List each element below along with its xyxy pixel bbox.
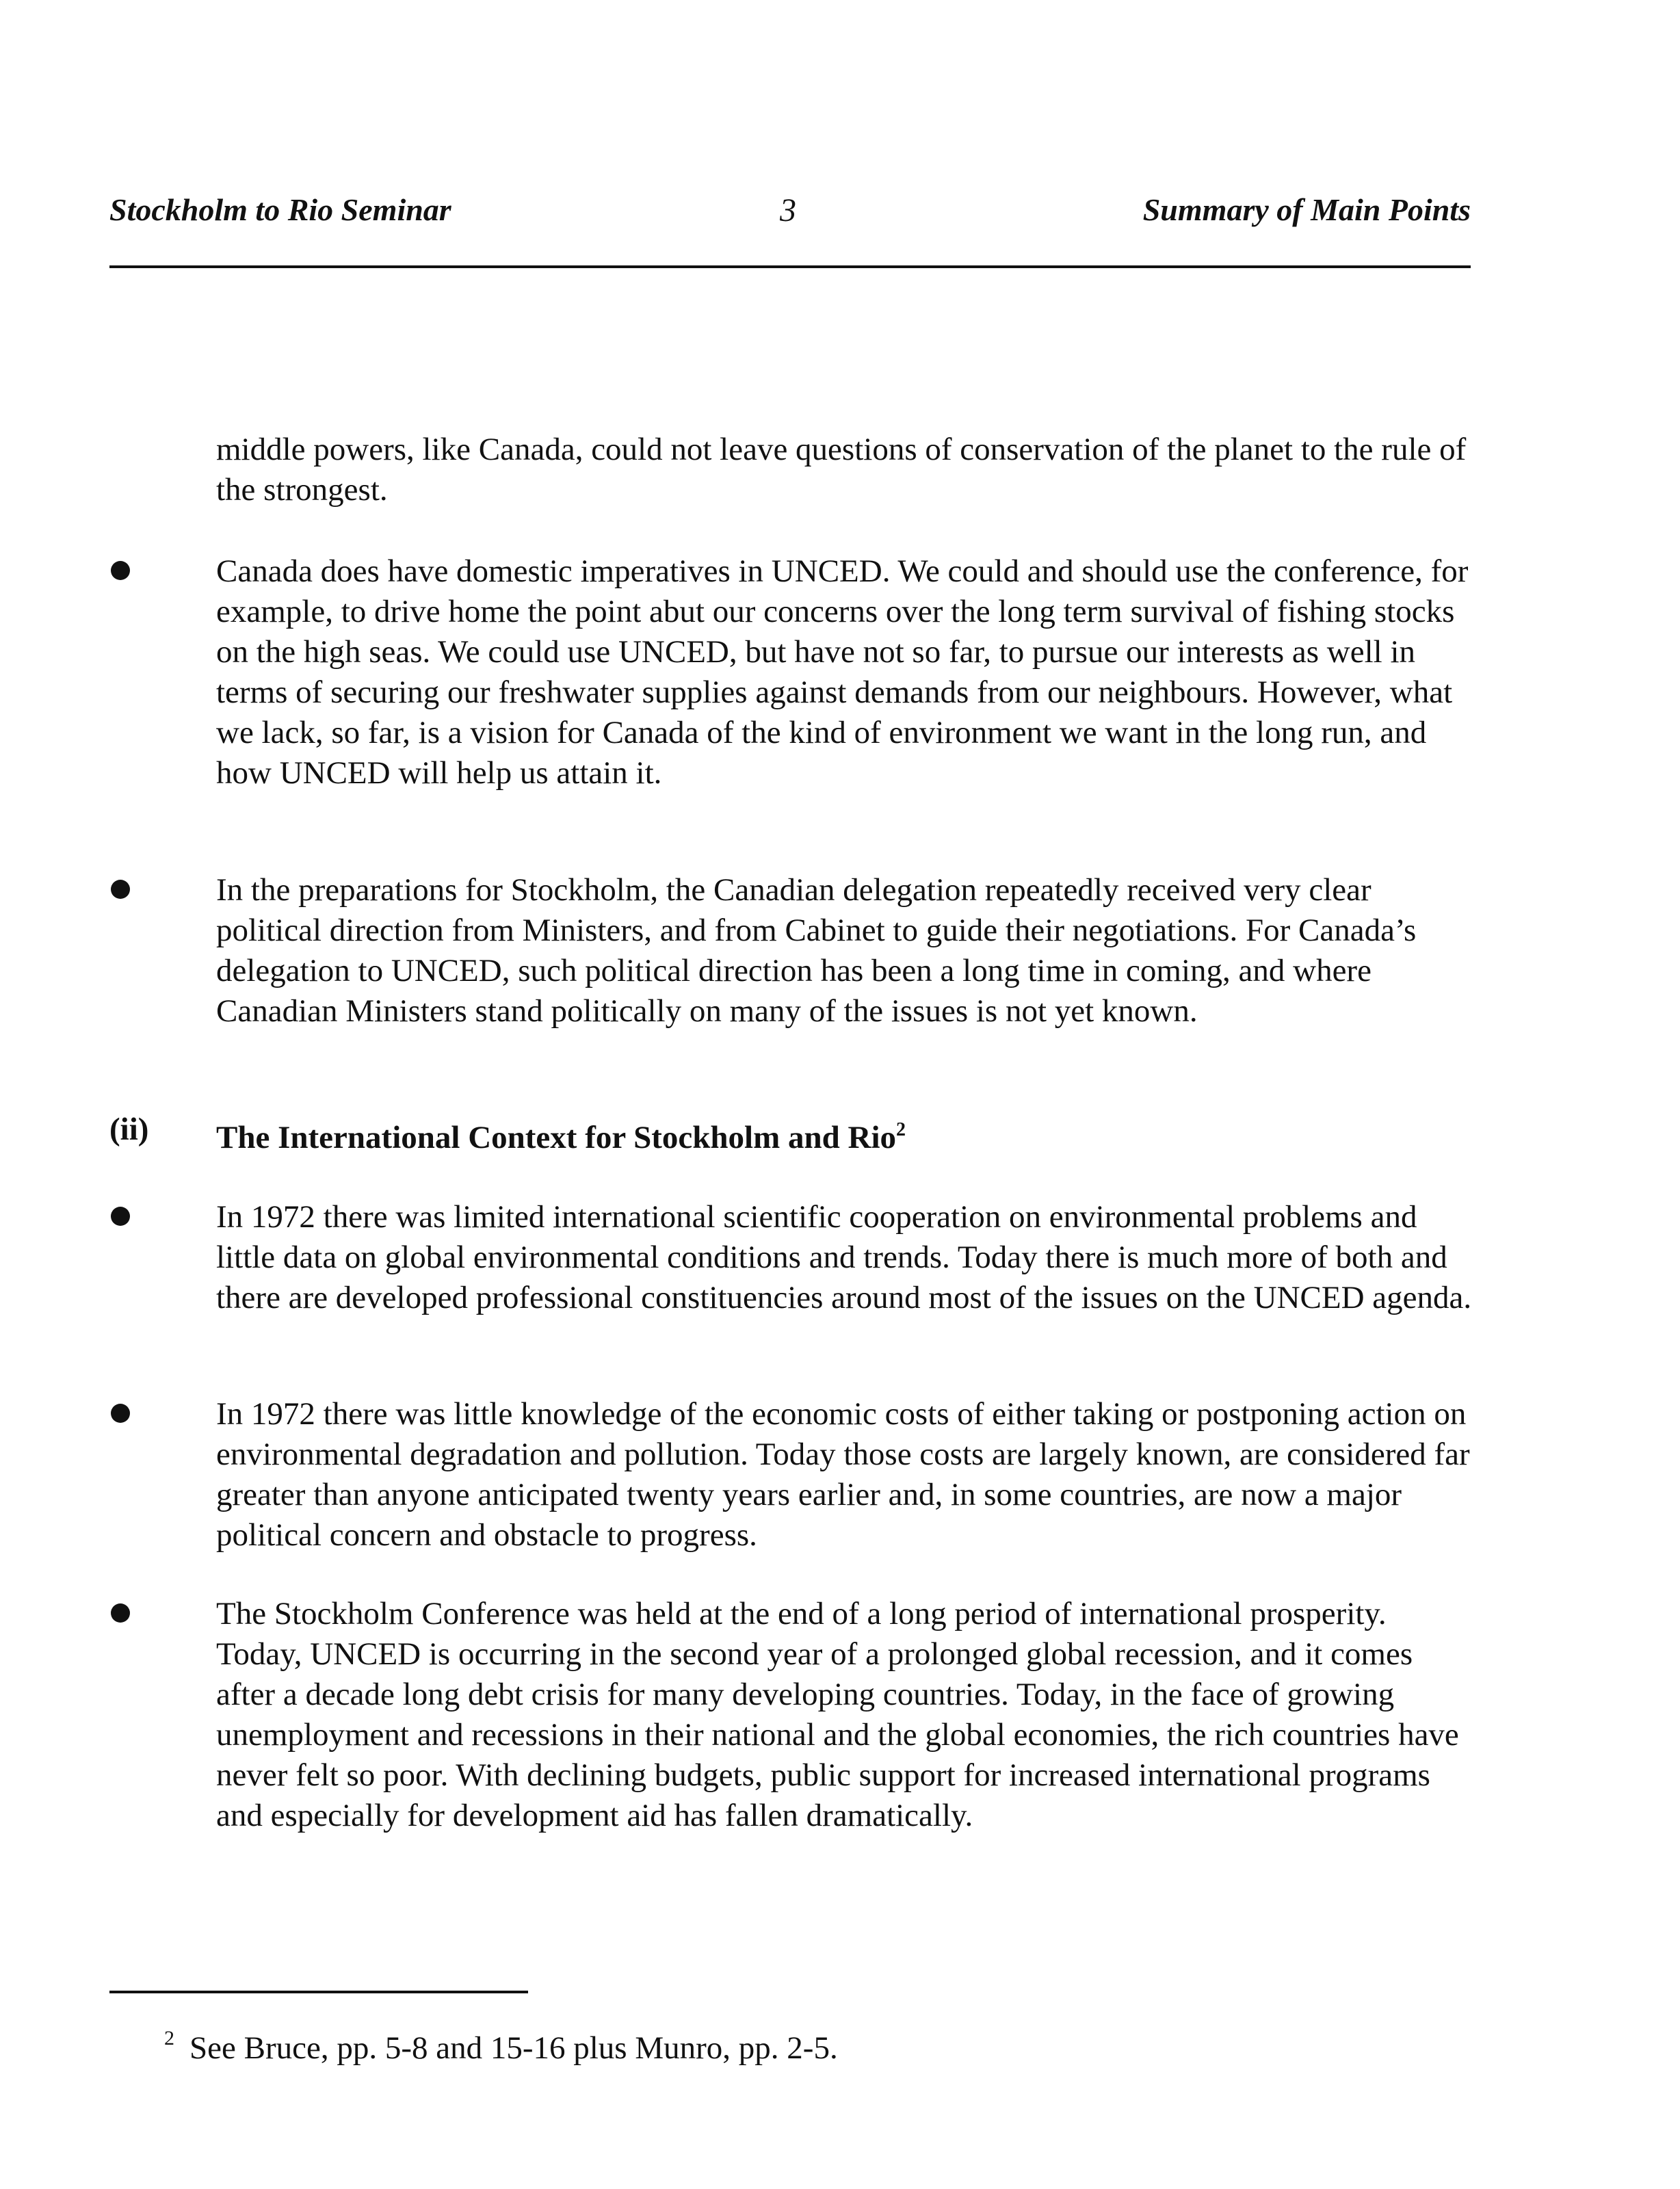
section-number: (ii) bbox=[109, 1112, 149, 1147]
bullet-paragraph-scientific-cooperation: In 1972 there was limited international scientific cooperation on environmental problems and little data on global environmental conditions and trends. Today there is much more of both and there are developed professional constituencies around most of the issues on the UNCED agenda. bbox=[216, 1199, 1472, 1315]
page-number: 3 bbox=[780, 192, 796, 228]
header-document-title: Stockholm to Rio Seminar bbox=[109, 192, 451, 227]
bullet-paragraph-economic-costs: In 1972 there was little knowledge of the economic costs of either taking or postponing action on environmental degradation and pollution. Today those costs are largely known, are considered far greater than anyone anticipated twenty years earlier and, in some countries, are now a major political concern and obstacle to progress. bbox=[216, 1396, 1470, 1553]
footnote bbox=[164, 2018, 838, 2069]
bullet-icon bbox=[111, 1603, 130, 1623]
bullet-icon bbox=[111, 561, 130, 580]
continuation-paragraph: middle powers, like Canada, could not leave questions of conservation of the planet to the rule of the strongest. bbox=[216, 432, 1467, 508]
bullet-paragraph-domestic-imperatives: Canada does have domestic imperatives in UNCED. We could and should use the conference, for example, to drive home the point abut our concerns over the long term survival of fishing stocks on the high seas. We could use UNCED, but have not so far, to pursue our interests as well in terms of securing our freshwater supplies against demands from our neighbours. However, what we lack, so far, is a vision for Canada of the kind of environment we want in the long run, and how UNCED will help us attain it. bbox=[216, 553, 1469, 791]
bullet-icon bbox=[111, 880, 130, 899]
header-section-title: Summary of Main Points bbox=[1142, 192, 1471, 227]
bullet-paragraph-prosperity-recession: The Stockholm Conference was held at the end of a long period of international prosperity. Today, UNCED is occurring in the second year of a prolonged global recession, and it comes after a decade long debt crisis for many developing countries. Today, in the face of growing unemployment and recessions in their national and the global economies, the rich countries have never felt so poor. With declining budgets, public support for increased international programs and especially for development aid has fallen dramatically. bbox=[216, 1596, 1459, 1833]
footnote-marker: 2 bbox=[164, 2027, 174, 2049]
footnote-text: See Bruce, pp. 5-8 and 15-16 plus Munro, pp. 2-5. bbox=[189, 2030, 838, 2066]
bullet-icon bbox=[111, 1404, 130, 1423]
section-title bbox=[216, 1110, 906, 1158]
footnote-reference: 2 bbox=[896, 1119, 906, 1140]
header-divider bbox=[109, 265, 1471, 268]
section-title-text: The International Context for Stockholm and Rio bbox=[216, 1120, 897, 1155]
running-header bbox=[109, 192, 1471, 239]
bullet-paragraph-political-direction: In the preparations for Stockholm, the Canadian delegation repeatedly received very clear political direction from Ministers, and from Cabinet to guide their negotiations. For Canada’s delegation to UNCED, such political direction has been a long time in coming, and where Canadian Ministers stand politically on many of the issues is not yet known. bbox=[216, 872, 1417, 1029]
footnote-divider bbox=[109, 1991, 528, 1993]
bullet-icon bbox=[111, 1207, 130, 1226]
